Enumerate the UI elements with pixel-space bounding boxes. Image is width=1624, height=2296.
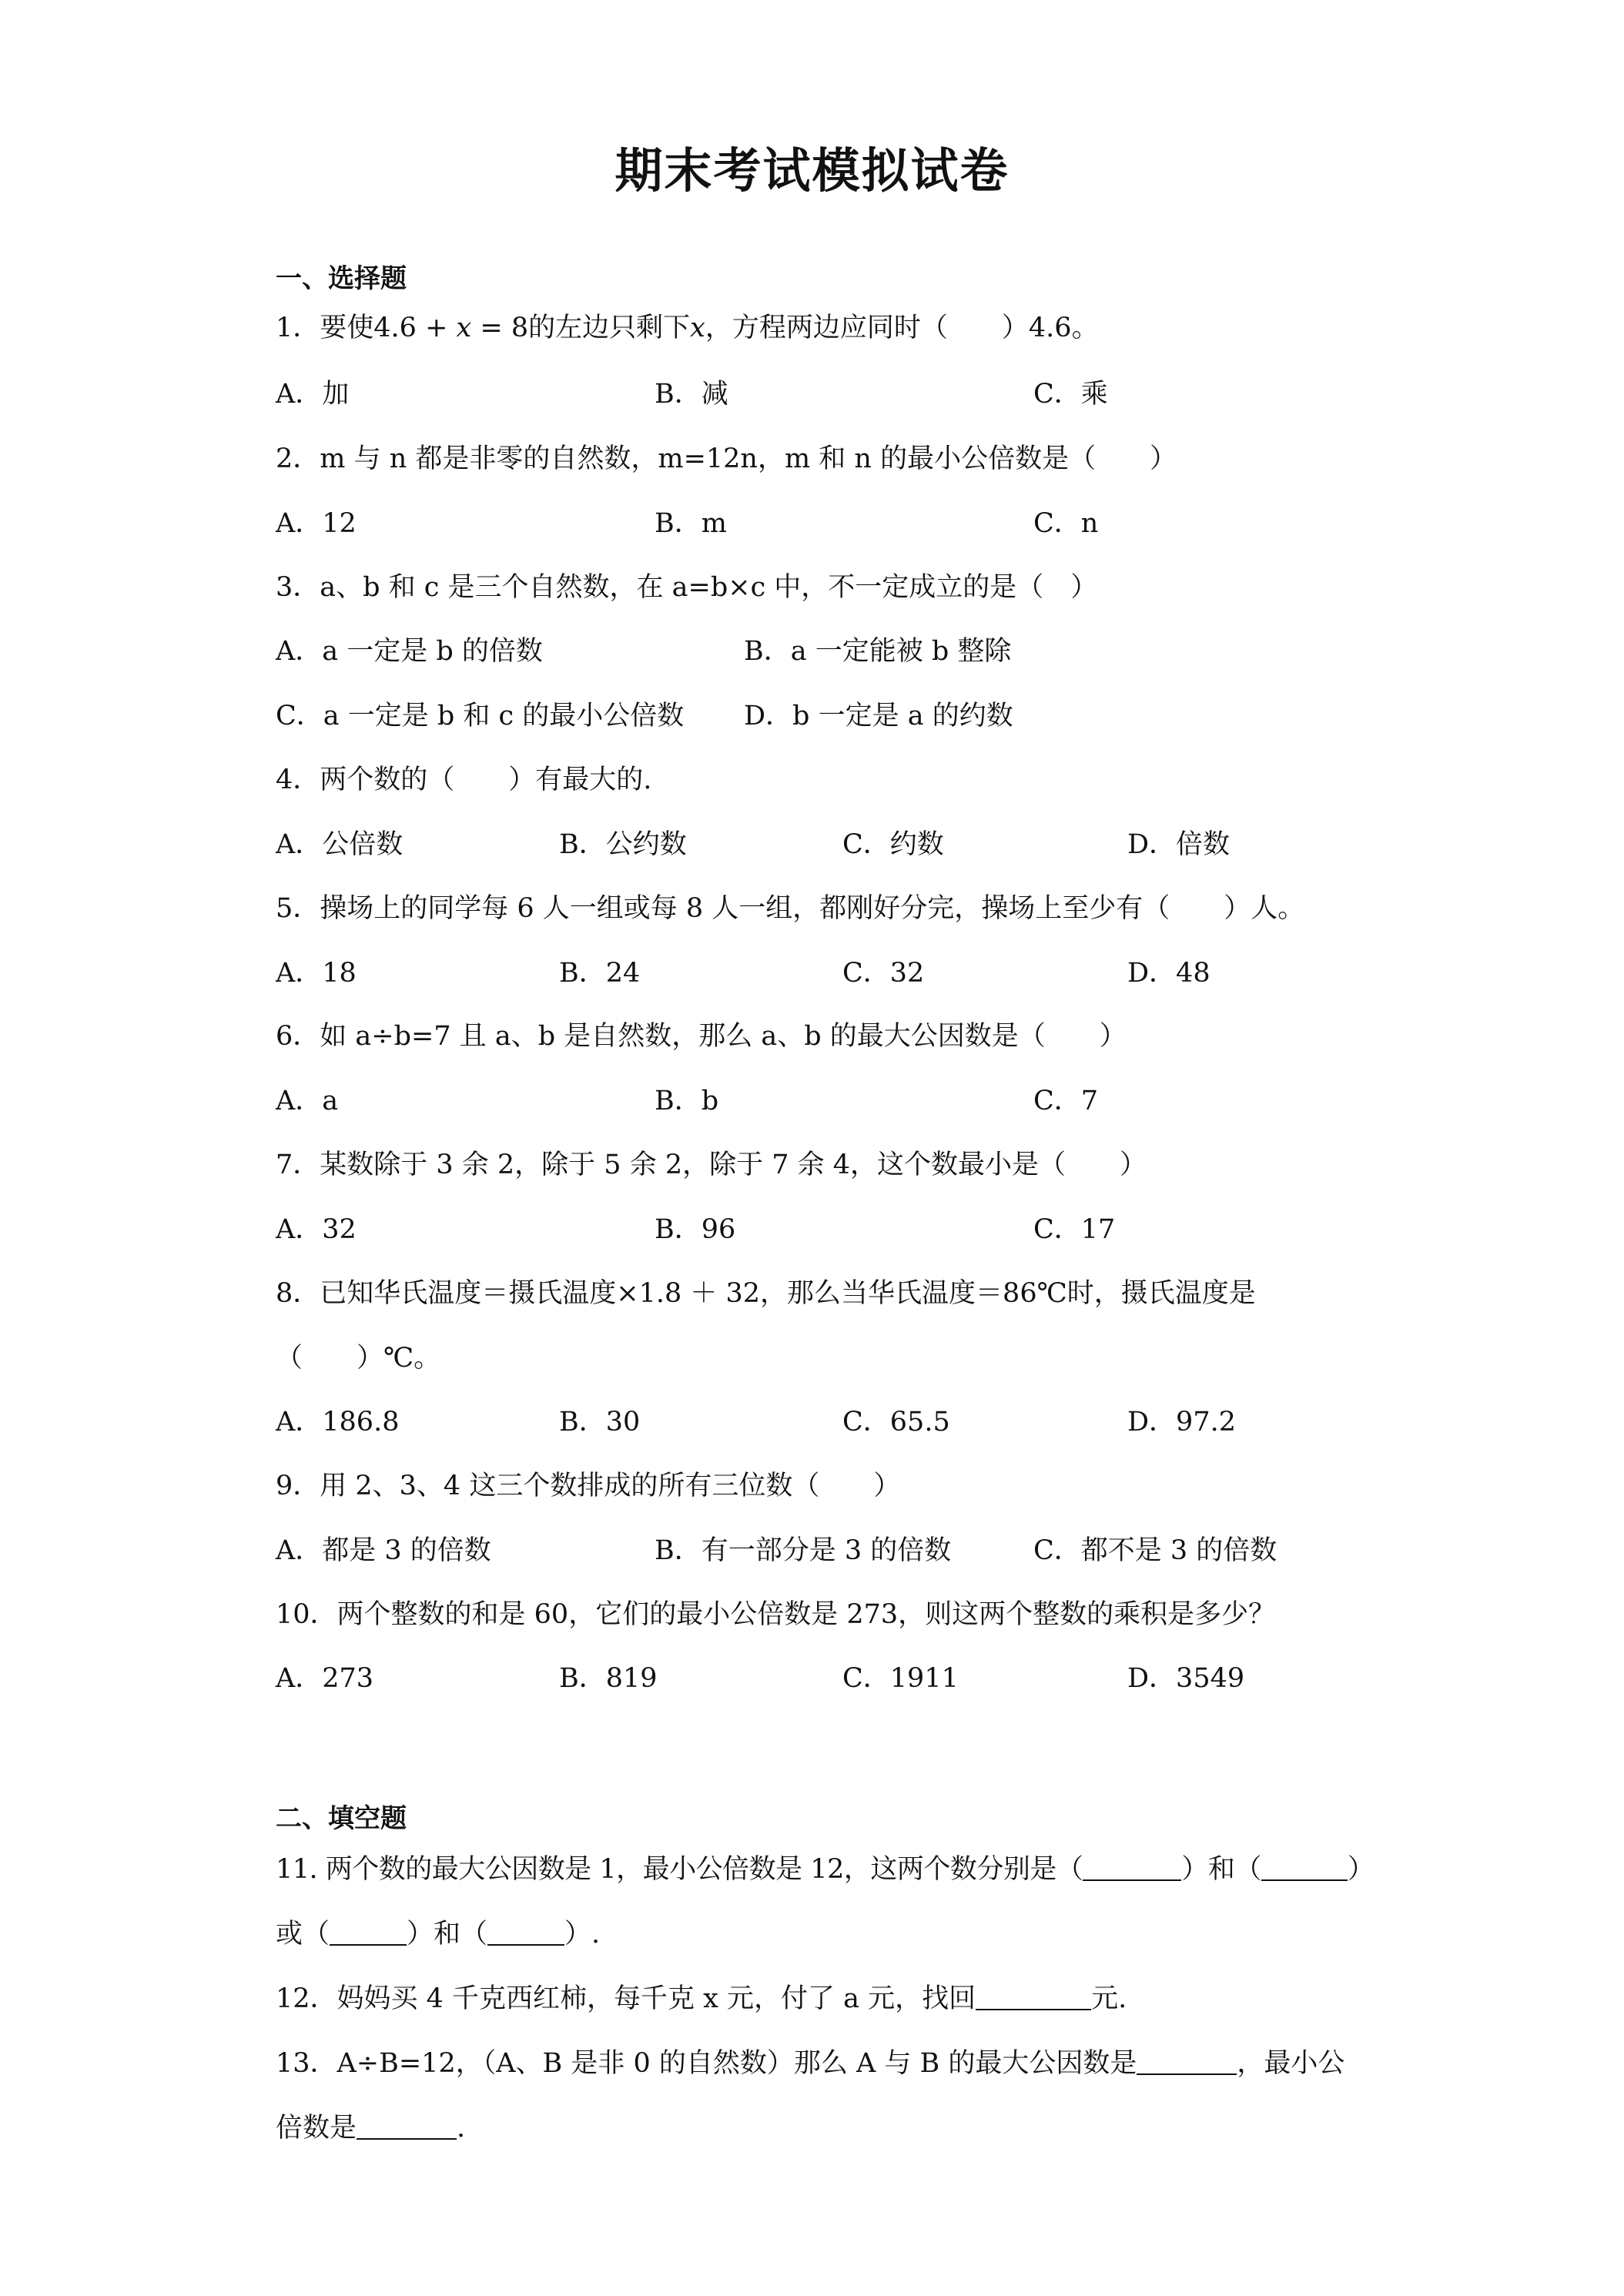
question-12-text-a: 12．妈妈买 4 千克西红柿，每千克 x 元，付了 a 元，找回 — [276, 1983, 976, 2014]
q6-option-b: B．b — [655, 1086, 719, 1116]
question-1-var: x — [456, 313, 472, 343]
question-13-text-d: . — [457, 2113, 466, 2144]
q5-option-c: C．32 — [842, 958, 925, 989]
question-6: 6．如 a÷b=7 且 a、b 是自然数，那么 a、b 的最大公因数是（ ） — [276, 1021, 1127, 1052]
q7-option-c: C．17 — [1033, 1214, 1116, 1245]
q3-option-c: C．a 一定是 b 和 c 的最小公倍数 — [276, 701, 685, 731]
question-1 — [276, 306, 1099, 345]
question-13-text-a: 13．A÷B=12，（A、B 是非 0 的自然数）那么 A 与 B 的最大公因数是 — [276, 2048, 1137, 2079]
question-5: 5．操场上的同学每 6 人一组或每 8 人一组，都刚好分完，操场上至少有（ ）人。 — [276, 893, 1305, 924]
q8-option-d: D．97.2 — [1127, 1407, 1236, 1438]
q10-option-d: D．3549 — [1127, 1663, 1245, 1694]
q10-option-a: A．273 — [276, 1663, 374, 1694]
q3-option-a: A．a 一定是 b 的倍数 — [276, 636, 543, 667]
answer-blank[interactable] — [1083, 1853, 1181, 1881]
question-2: 2．m 与 n 都是非零的自然数，m=12n，m 和 n 的最小公倍数是（ ） — [276, 443, 1177, 474]
q4-option-c: C．约数 — [842, 829, 944, 860]
q5-option-d: D．48 — [1127, 958, 1210, 989]
question-7: 7．某数除于 3 余 2，除于 5 余 2，除于 7 余 4，这个数最小是（ ） — [276, 1150, 1147, 1180]
question-4: 4．两个数的（ ）有最大的. — [276, 765, 652, 795]
q9-option-b: B．有一部分是 3 的倍数 — [655, 1535, 952, 1566]
question-11-text-c: ） — [1347, 1854, 1375, 1885]
q10-option-b: B．819 — [559, 1663, 658, 1694]
question-11-line1 — [276, 1848, 1374, 1886]
question-11-text-f: ）. — [564, 1919, 601, 1950]
q2-option-a: A．12 — [276, 508, 357, 539]
q4-option-d: D．倍数 — [1127, 829, 1231, 860]
question-11-text-d: 或（ — [276, 1919, 330, 1950]
question-1-expr-b: = 8 — [471, 313, 529, 343]
question-1-var2: x — [690, 313, 705, 343]
q2-option-c: C．n — [1033, 508, 1099, 539]
question-1-expr-a: 4.6 + — [373, 313, 457, 343]
answer-blank[interactable] — [487, 1917, 564, 1946]
q1-option-a: A．加 — [276, 379, 350, 410]
question-8-line2: （ ）℃。 — [276, 1343, 441, 1374]
q8-option-c: C．65.5 — [842, 1407, 950, 1438]
q1-option-b: B．减 — [655, 379, 728, 410]
q8-option-a: A．186.8 — [276, 1407, 400, 1438]
question-11-text-e: ）和（ — [407, 1919, 488, 1950]
q2-option-b: B．m — [655, 508, 727, 539]
question-13-text-b: ，最小公 — [1237, 2048, 1345, 2079]
section-heading-choice: 一、选择题 — [276, 263, 407, 294]
q5-option-a: A．18 — [276, 958, 357, 989]
q3-option-d: D．b 一定是 a 的约数 — [744, 701, 1013, 731]
question-13-line1 — [276, 2042, 1344, 2080]
answer-blank[interactable] — [357, 2111, 457, 2140]
q7-option-a: A．32 — [276, 1214, 357, 1245]
question-10: 10．两个整数的和是 60，它们的最小公倍数是 273，则这两个整数的乘积是多少？ — [276, 1599, 1276, 1630]
q1-option-c: C．乘 — [1033, 379, 1108, 410]
page-title: 期末考试模拟试卷 — [614, 142, 1010, 199]
question-11-text-b: ）和（ — [1181, 1854, 1261, 1885]
answer-blank[interactable] — [1261, 1853, 1348, 1881]
question-9: 9．用 2、3、4 这三个数排成的所有三位数（ ） — [276, 1471, 901, 1501]
answer-blank[interactable] — [330, 1917, 407, 1946]
q9-option-a: A．都是 3 的倍数 — [276, 1535, 491, 1566]
q6-option-c: C．7 — [1033, 1086, 1099, 1116]
question-1-prefix: 1．要使 — [276, 313, 374, 343]
q4-option-a: A．公倍数 — [276, 829, 403, 860]
question-8-line1: 8．已知华氏温度＝摄氏温度×1.8 ＋ 32，那么当华氏温度＝86℃时，摄氏温度是 — [276, 1278, 1256, 1309]
q3-option-b: B．a 一定能被 b 整除 — [744, 636, 1012, 667]
question-12 — [276, 1977, 1127, 2016]
question-3: 3．a、b 和 c 是三个自然数，在 a=b×c 中，不一定成立的是（ ） — [276, 572, 1098, 603]
q6-option-a: A．a — [276, 1086, 339, 1116]
question-1-mid: 的左边只剩下 — [528, 313, 691, 343]
section-heading-fill: 二、填空题 — [276, 1803, 407, 1834]
q4-option-b: B．公约数 — [559, 829, 687, 860]
question-12-text-b: 元. — [1091, 1983, 1127, 2014]
q5-option-b: B．24 — [559, 958, 641, 989]
q7-option-b: B．96 — [655, 1214, 736, 1245]
q10-option-c: C．1911 — [842, 1663, 959, 1694]
answer-blank[interactable] — [1137, 2047, 1237, 2075]
question-11-line2 — [276, 1913, 600, 1951]
question-13-line2 — [276, 2107, 465, 2145]
answer-blank[interactable] — [976, 1982, 1091, 2010]
question-13-text-c: 倍数是 — [276, 2113, 357, 2144]
q9-option-c: C．都不是 3 的倍数 — [1033, 1535, 1277, 1566]
question-11-text-a: 11. 两个数的最大公因数是 1，最小公倍数是 12，这两个数分别是（ — [276, 1854, 1083, 1885]
question-1-suffix: ，方程两边应同时（ ）4.6。 — [705, 313, 1099, 343]
q8-option-b: B．30 — [559, 1407, 641, 1438]
